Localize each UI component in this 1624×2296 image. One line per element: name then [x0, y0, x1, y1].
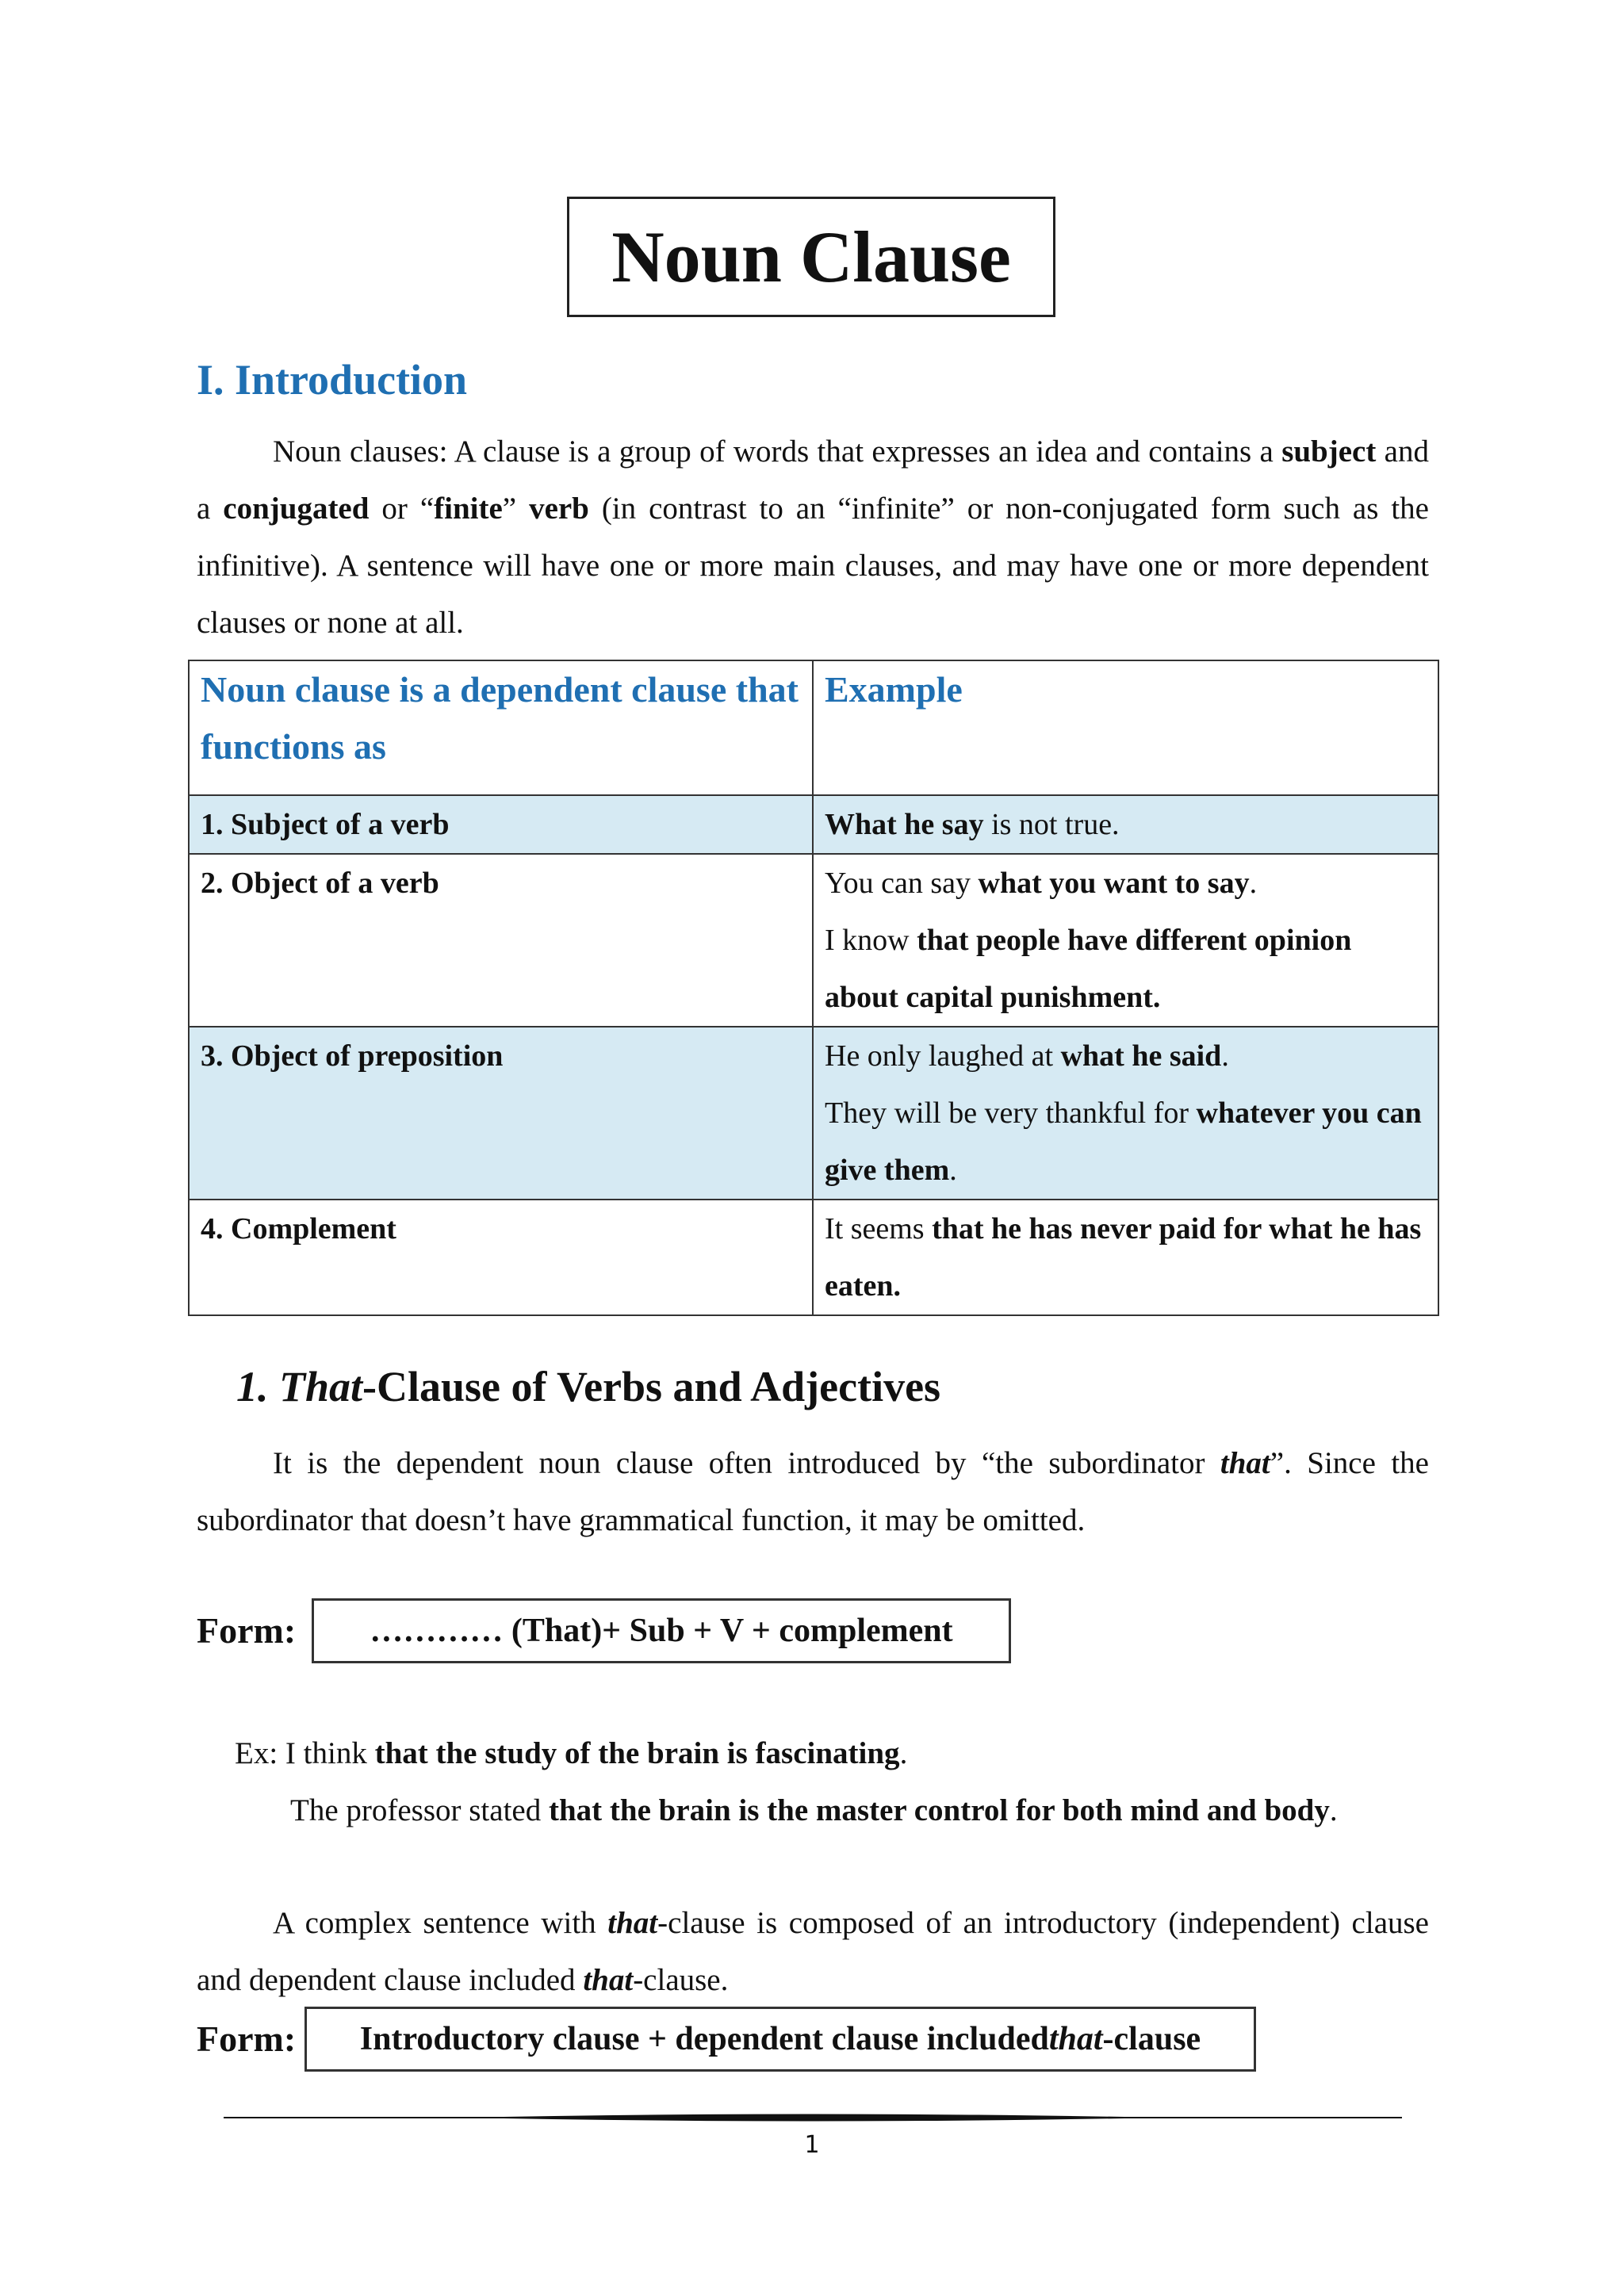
- footer-divider: [224, 2112, 1402, 2123]
- example-sentence: The professor stated that the brain is the master control for both mind and body.: [290, 1793, 1338, 1827]
- example-sentence: Ex: I think that the study of the brain is fascinating.: [235, 1736, 908, 1770]
- page-number: 1: [804, 2131, 820, 2159]
- row-label: 2. Object of a verb: [189, 854, 813, 1027]
- that-clause-paragraph: It is the dependent noun clause often introduced by “the subordinator that”. Since the subordinator that doesn’t have grammatical function, it may be omitted.: [197, 1446, 1429, 1537]
- form-label: Form:: [197, 1610, 297, 1651]
- row-example: It seems that he has never paid for what he has eaten.: [813, 1200, 1438, 1315]
- form-formula-box: Introductory clause + dependent clause included that -clause: [304, 2007, 1256, 2072]
- section-heading-introduction: I. Introduction: [197, 356, 468, 404]
- table-row: [189, 854, 1438, 1027]
- row-example: He only laughed at what he said. They will be very thankful for whatever you can give them.: [813, 1027, 1438, 1200]
- complex-sentence-paragraph: A complex sentence with that-clause is composed of an introductory (independent) clause and dependent clause included that-clause.: [197, 1906, 1429, 1997]
- introduction-paragraph: Noun clauses: A clause is a group of words that expresses an idea and contains a subject and a conjugated or “finite” verb (in contrast to an “infinite” or non-conjugated form such as the infinitive). A sentence will have one or more main clauses, and may have one or more dependent clauses or none at all.: [197, 434, 1429, 640]
- table-row: [189, 1200, 1438, 1315]
- row-example: What he say is not true.: [813, 795, 1438, 854]
- form-formula-box: ………… (That)+ Sub + V + complement: [312, 1598, 1011, 1663]
- row-label: 3. Object of preposition: [189, 1027, 813, 1200]
- form-label: Form:: [197, 2019, 297, 2059]
- table-row: [189, 1027, 1438, 1200]
- row-label: 1. Subject of a verb: [189, 795, 813, 854]
- row-example: You can say what you want to say. I know that people have different opinion about capital punishment.: [813, 854, 1438, 1027]
- section-heading-that-clause: 1. That-Clause of Verbs and Adjectives: [236, 1363, 941, 1410]
- page-title: Noun Clause: [567, 197, 1055, 317]
- table-row: [189, 795, 1438, 854]
- table-header-function: Noun clause is a dependent clause that functions as: [189, 660, 813, 795]
- noun-clause-function-table: [188, 660, 1439, 1316]
- table-header-row: [189, 660, 1438, 795]
- table-header-example: Example: [813, 660, 1438, 795]
- row-label: 4. Complement: [189, 1200, 813, 1315]
